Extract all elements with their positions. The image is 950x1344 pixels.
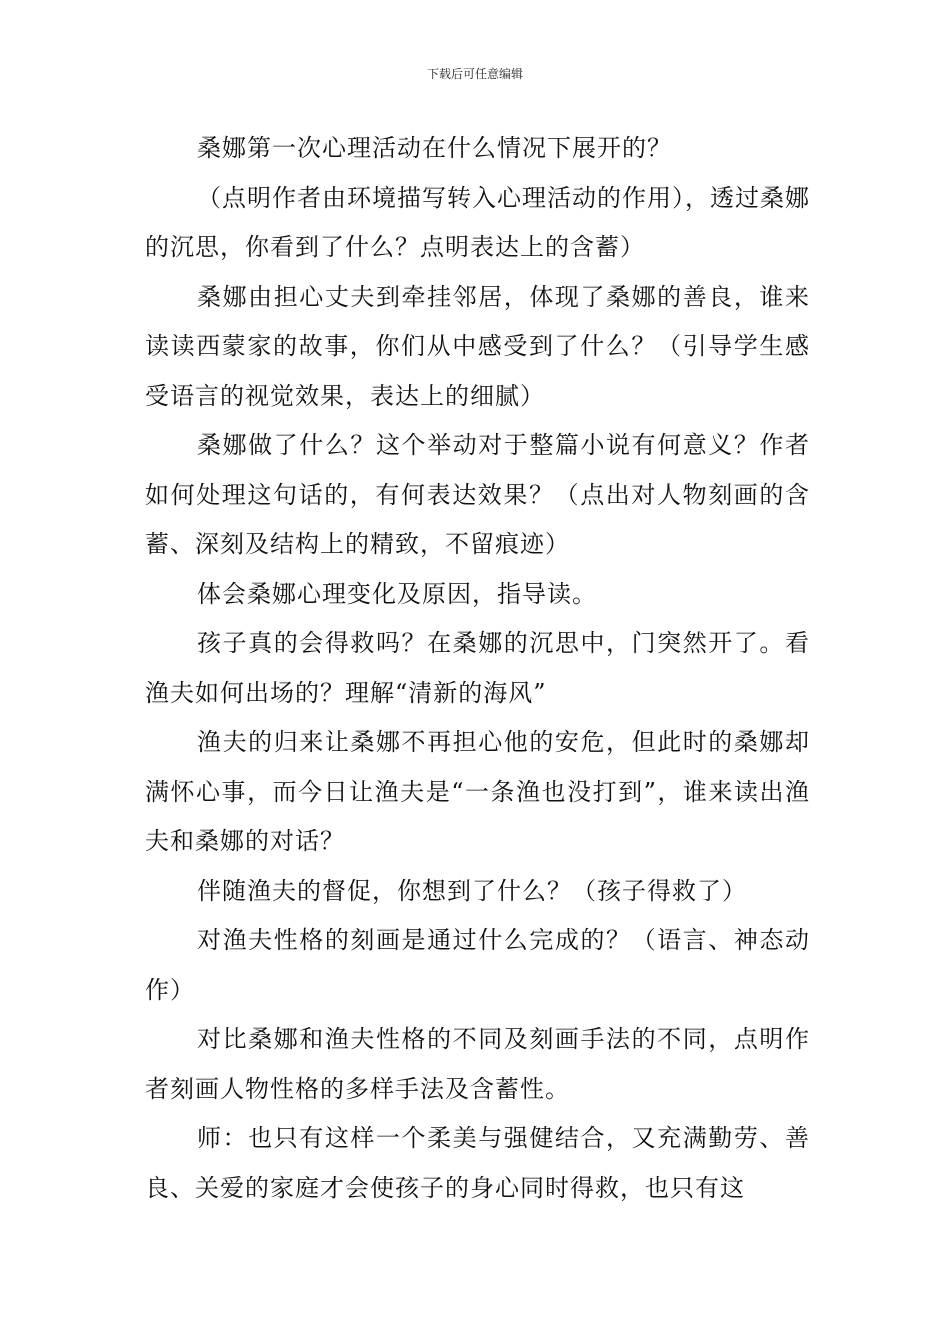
paragraph: 渔夫的归来让桑娜不再担心他的安危，但此时的桑娜却满怀心事，而今日让渔夫是“一条渔也没打到”，谁来读出渔夫和桑娜的对话？: [145, 728, 810, 855]
paragraph: 师：也只有这样一个柔美与强健结合，又充满勤劳、善良、关爱的家庭才会使孩子的身心同时得救，也只有这: [145, 1124, 810, 1202]
document-body: [145, 124, 810, 1213]
paragraph: 桑娜由担心丈夫到牵挂邻居，体现了桑娜的善良，谁来读读西蒙家的故事，你们从中感受到了什么？（引导学生感受语言的视觉效果，表达上的细腻）: [145, 282, 810, 410]
paragraph: 孩子真的会得救吗？在桑娜的沉思中，门突然开了。看渔夫如何出场的？理解“清新的海风”: [145, 629, 810, 707]
paragraph: 桑娜第一次心理活动在什么情况下展开的？: [197, 134, 672, 162]
paragraph: 桑娜做了什么？这个举动对于整篇小说有何意义？作者如何处理这句话的，有何表达效果？（点出对人物刻画的含蓄、深刻及结构上的精致，不留痕迹）: [145, 431, 810, 558]
paragraph: 伴随渔夫的督促，你想到了什么？（孩子得救了）: [197, 876, 747, 905]
paragraph: 对比桑娜和渔夫性格的不同及刻画手法的不同，点明作者刻画人物性格的多样手法及含蓄性。: [145, 1025, 810, 1103]
paragraph: 对渔夫性格的刻画是通过什么完成的？（语言、神态动作）: [145, 926, 810, 1004]
paragraph: 体会桑娜心理变化及原因，指导读。: [197, 579, 597, 608]
page-header: 下载后可任意编辑: [426, 67, 523, 81]
paragraph: （点明作者由环境描写转入心理活动的作用），透过桑娜的沉思，你看到了什么？点明表达上的含蓄）: [145, 183, 810, 261]
